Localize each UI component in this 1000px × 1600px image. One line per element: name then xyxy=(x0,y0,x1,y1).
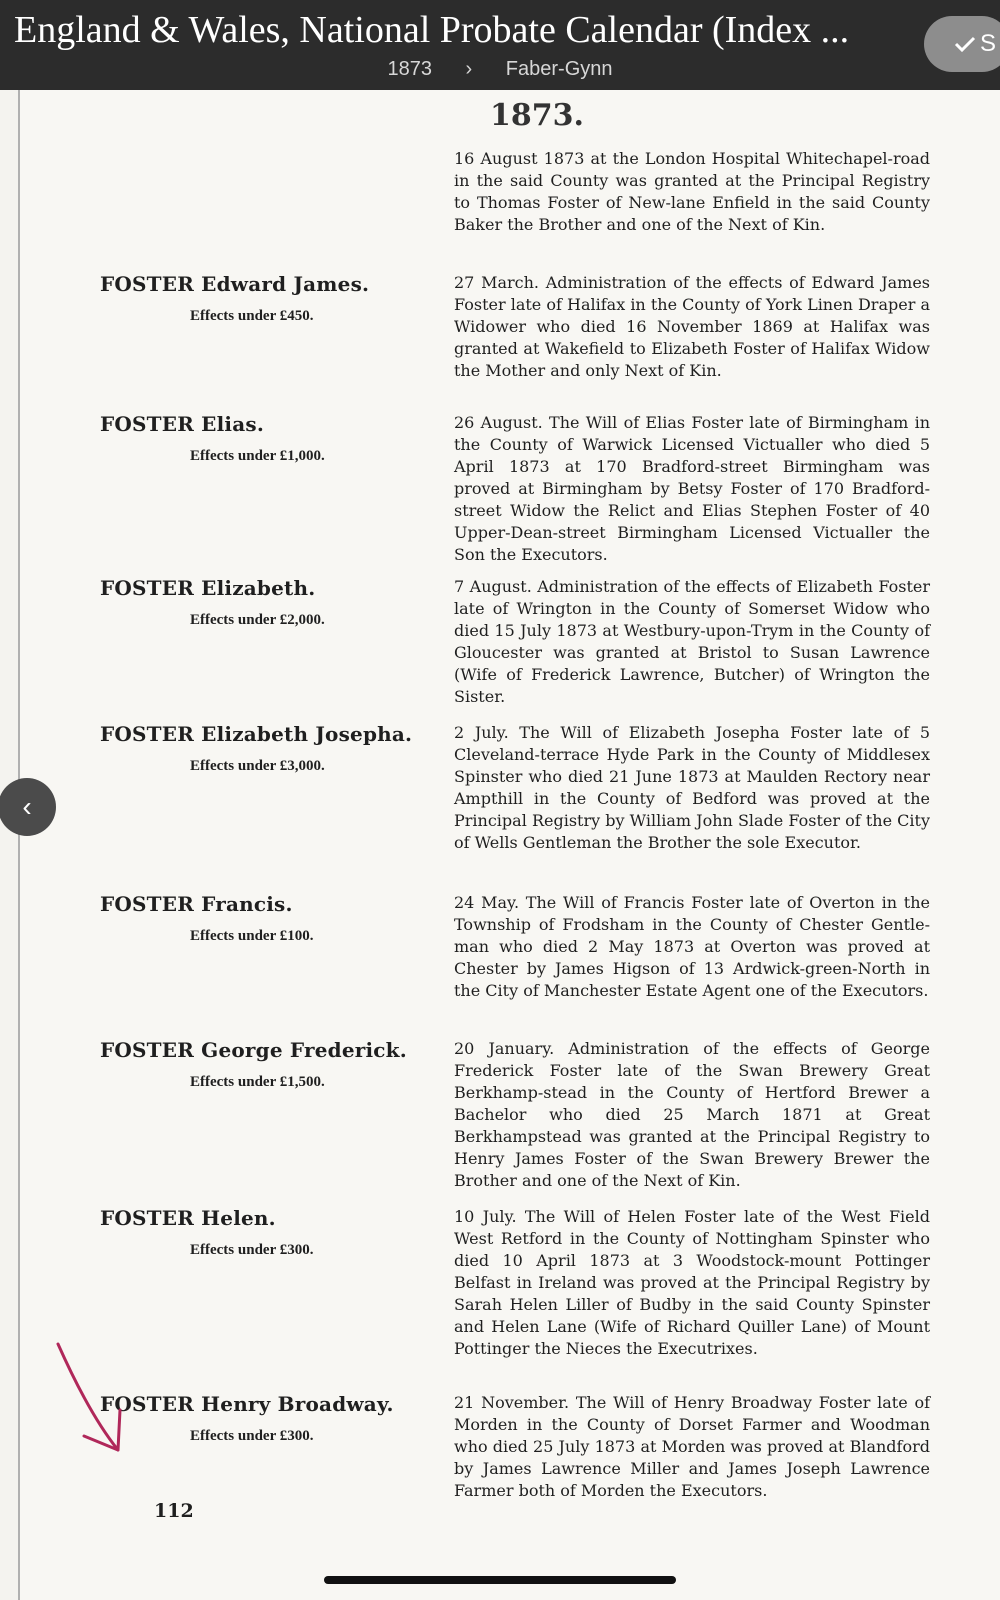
entry-effects: Effects under £1,500. xyxy=(190,1074,325,1090)
breadcrumb-range[interactable]: Faber-Gynn xyxy=(505,58,613,80)
document-page xyxy=(18,90,1000,1600)
confirm-button[interactable] xyxy=(924,16,1000,72)
confirm-button-label: S xyxy=(980,30,997,57)
entry-text: 24 May. The Will of Francis Foster late of Overton in the Township of Frodsham in the County of Chester Gentle-man who died 2 May 1873 at Overton was proved at Chester by James Higson of 13 Ardwick-green-North in the City of Manchester Estate Agent one of the Executors. xyxy=(454,893,930,1000)
record-title: England & Wales, National Probate Calendar (Index ... xyxy=(14,9,850,51)
entry-text: 21 November. The Will of Henry Broadway Foster late of Morden in the County of Dorset Farmer and Woodman who died 25 July 1873 at Morden was proved at Blandford by James Lawrence Miller and James Joseph Lawrence Farmer both of Morden the Executors. xyxy=(454,1393,930,1500)
entry-effects: Effects under £2,000. xyxy=(190,612,325,628)
breadcrumb-separator: › xyxy=(465,58,473,80)
previous-page-button[interactable] xyxy=(0,778,56,836)
entry-name: FOSTER George Frederick. xyxy=(100,1038,407,1062)
page-year: 1873. xyxy=(490,98,584,133)
entry-effects: Effects under £1,000. xyxy=(190,448,325,464)
entry-text: 7 August. Administration of the effects of Elizabeth Foster late of Wrington in the County of Somerset Widow who died 15 July 1873 at Westbury-upon-Trym in the County of Gloucester was granted at Bristol to Susan Lawrence (Wife of Frederick Lawrence, Butcher) of Wrington the Sister. xyxy=(454,577,930,706)
entry-effects: Effects under £100. xyxy=(190,928,314,944)
entry-text: 20 January. Administration of the effects of George Frederick Foster late of the Swan Brewery Great Berkhamp-stead in the County of Hertford Brewer a Bachelor who died 25 March 1871 at Great Berkhampstead was granted at the Principal Registry to Henry James Foster of the Swan Brewery Brewer the Brother and one of the Next of Kin. xyxy=(454,1039,930,1190)
entry-text: 16 August 1873 at the London Hospital Whitechapel-road in the said County was granted at the Principal Registry to Thomas Foster of New-lane Enfield in the said County Baker the Brother and one of the Next of Kin. xyxy=(454,149,930,234)
checkmark-icon xyxy=(954,36,976,52)
entry-effects: Effects under £300. xyxy=(190,1242,314,1258)
entry-name: FOSTER Elizabeth. xyxy=(100,576,316,600)
entry-name: FOSTER Francis. xyxy=(100,892,293,916)
entry-name: FOSTER Helen. xyxy=(100,1206,276,1230)
chevron-left-icon: ‹ xyxy=(22,791,32,822)
entry-effects: Effects under £3,000. xyxy=(190,758,325,774)
home-indicator[interactable] xyxy=(324,1576,676,1584)
breadcrumb xyxy=(0,58,1000,81)
top-bar xyxy=(0,0,1000,90)
entry-text: 2 July. The Will of Elizabeth Josepha Foster late of 5 Cleveland-terrace Hyde Park in the County of Middlesex Spinster who died 21 June 1873 at Maulden Rectory near Ampthill in the County of Bedford was proved at the Principal Registry by William John Slade Foster of the City of Wells Gentleman the Brother the sole Executor. xyxy=(454,723,930,852)
entry-effects: Effects under £450. xyxy=(190,308,314,324)
entry-name: FOSTER Henry Broadway. xyxy=(100,1392,394,1416)
breadcrumb-year[interactable]: 1873 xyxy=(387,58,432,80)
hand-drawn-arrow-icon xyxy=(54,1340,134,1460)
entry-text: 27 March. Administration of the effects of Edward James Foster late of Halifax in the County of York Linen Draper a Widower who died 16 November 1869 at Halifax was granted at Wakefield to Elizabeth Foster of Halifax Widow the Mother and only Next of Kin. xyxy=(454,273,930,380)
entry-text: 10 July. The Will of Helen Foster late of the West Field West Retford in the County of Nottingham Spinster who died 10 April 1873 at 3 Woodstock-mount Pottinger Belfast in Ireland was proved at the Principal Registry by Sarah Helen Liller of Budby in the said County Spinster and Helen Lane (Wife of Richard Quiller Lane) of Mount Pottinger the Nieces the Executrixes. xyxy=(454,1207,930,1358)
entry-name: FOSTER Elizabeth Josepha. xyxy=(100,722,413,746)
page-number: 112 xyxy=(154,1500,194,1522)
entry-name: FOSTER Edward James. xyxy=(100,272,370,296)
entry-name: FOSTER Elias. xyxy=(100,412,264,436)
entry-text: 26 August. The Will of Elias Foster late of Birmingham in the County of Warwick Licensed Victualler who died 5 April 1873 at 170 Bradford-street Birmingham was proved at Birmingham by Betsy Foster of 170 Bradford-street Widow the Relict and Elias Stephen Foster of 40 Upper-Dean-street Birmingham Licensed Victualler the Son the Executors. xyxy=(454,413,930,564)
entry-effects: Effects under £300. xyxy=(190,1428,314,1444)
